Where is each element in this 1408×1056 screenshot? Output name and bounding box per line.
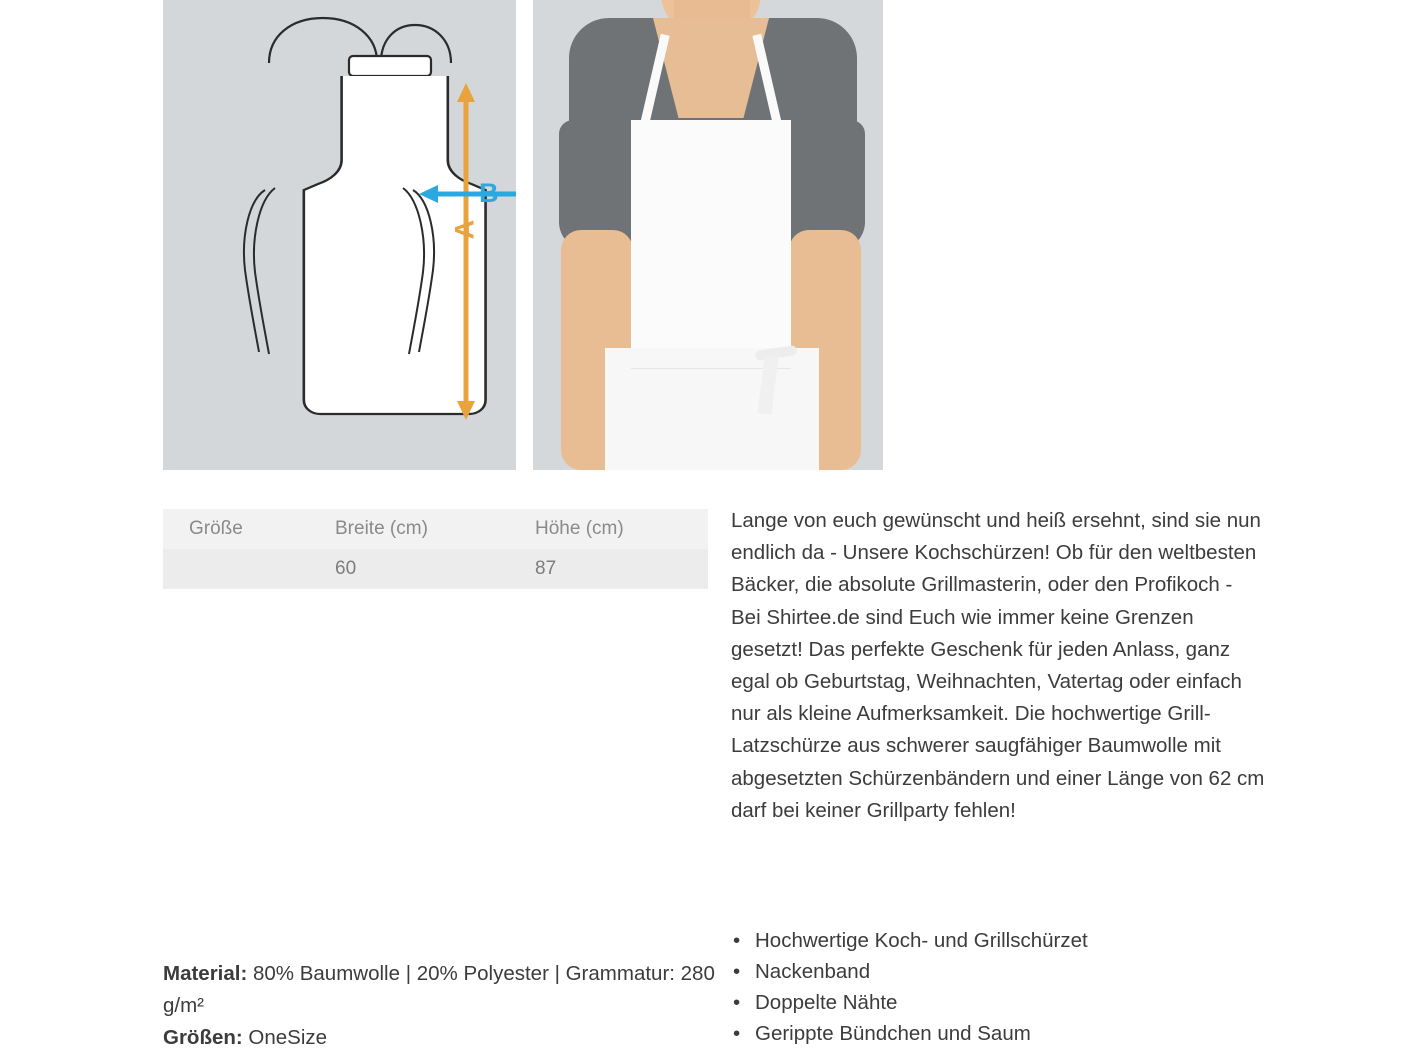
material-info [163, 958, 723, 1054]
feature-text: Hochwertige Koch- und Grillschürzet [755, 929, 1088, 952]
diagram-width-label: B [479, 178, 499, 208]
material-label: Material: [163, 962, 248, 985]
list-item [731, 1018, 1266, 1049]
table-header-size: Größe [189, 518, 243, 539]
table-row [163, 549, 708, 589]
cell-size [163, 549, 335, 589]
feature-text: Nackenband [755, 960, 871, 983]
size-table [163, 509, 708, 589]
sizes-value: OneSize [242, 1026, 328, 1049]
feature-list [731, 925, 1266, 1049]
feature-text: Doppelte Nähte [755, 991, 898, 1014]
diagram-height-label: A [449, 219, 480, 240]
bullet-icon: • [733, 991, 741, 1014]
material-line [163, 958, 723, 1022]
feature-text: Gerippte Bündchen und Saum [755, 1022, 1031, 1045]
table-header-row [163, 509, 708, 549]
sizes-line [163, 1022, 723, 1054]
material-value: 80% Baumwolle | 20% Polyester | Grammatur: 280 g/m² [163, 962, 715, 1017]
size-table-head [163, 509, 708, 549]
list-item [731, 956, 1266, 987]
cell-width: 60 [335, 558, 357, 579]
product-description: Lange von euch gewünscht und heiß ersehnt, sind sie nun endlich da - Unsere Kochschürzen! Ob für den weltbesten Bäcker, die absolute Grillmasterin, oder den Profikoch - Bei Shirtee.de sind Euch wie immer keine Grenzen gesetzt! Das perfekte Geschenk für jeden Anlass, ganz egal ob Geburtstag, Weihnachten, Vatertag oder einfach nur als kleine Aufmerksamkeit. Die hochwertige Grill-Latzschürze aus schwerer saugfähiger Baumwolle mit abgesetzten Schürzenbändern und einer Länge von 62 cm darf bei keiner Grillparty fehlen! [731, 509, 1265, 822]
apron-skirt [605, 348, 819, 470]
apron-bib [631, 120, 791, 370]
list-item [731, 925, 1266, 956]
table-header-height: Höhe (cm) [535, 518, 624, 539]
apron-photo-panel [533, 0, 883, 470]
bullet-icon: • [733, 1022, 741, 1045]
size-table-body [163, 549, 708, 589]
sizes-label: Größen: [163, 1026, 243, 1049]
bullet-icon: • [733, 929, 741, 952]
bullet-icon: • [733, 960, 741, 983]
apron-diagram-panel [163, 0, 516, 470]
table-header-width: Breite (cm) [335, 518, 428, 539]
cell-height: 87 [535, 558, 557, 579]
list-item [731, 987, 1266, 1018]
